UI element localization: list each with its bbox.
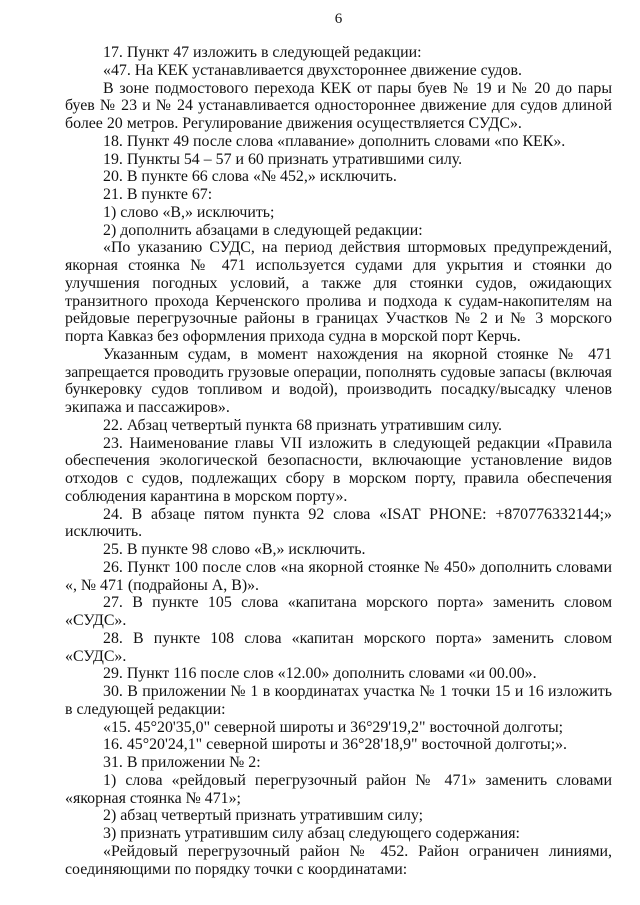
paragraph: 26. Пункт 100 после слов «на якорной стоянке № 450» дополнить словами «, № 471 (подрайоны А, В)».	[65, 558, 612, 594]
paragraph: 1) слово «В,» исключить;	[103, 203, 275, 221]
paragraph: «15. 45°20'35,0" северной широты и 36°29'19,2" восточной долготы;	[103, 718, 564, 736]
paragraph: «По указанию СУДС, на период действия штормовых предупреждений, якорная стоянка № 471 используется судами для укрытия и стоянки до улучшения погодных условий, а также для стоянки судов, ожидающих транзитного прохода Керченского пролива и подхода к судам-накопителям на рейдовые перегрузочные районы в границах Участков № 2 и № 3 морского порта Кавказ без оформления прихода судна в морской порт Керчь.	[65, 239, 612, 345]
paragraph: В зоне подмостового перехода КЕК от пары буев № 19 и № 20 до пары буев № 23 и № 24 устанавливается одностороннее движение для судов длиной более 20 метров. Регулирование движения осуществляется СУДС».	[65, 79, 612, 132]
paragraph: 20. В пункте 66 слова «№ 452,» исключить.	[103, 168, 397, 186]
paragraph: 17. Пункт 47 изложить в следующей редакции:	[103, 44, 422, 61]
paragraph: 1) слова «рейдовый перегрузочный район № 471» заменить словами «якорная стоянка № 471»;	[65, 771, 612, 807]
paragraph: «47. На КЕК устанавливается двухстороннее движение судов.	[103, 61, 522, 79]
page-number: 6	[334, 11, 343, 27]
paragraph: 19. Пункты 54 – 57 и 60 признать утратившими силу.	[103, 150, 463, 168]
paragraph: 18. Пункт 49 после слова «плавание» дополнить словами «по КЕК».	[103, 132, 566, 150]
paragraph: 2) дополнить абзацами в следующей редакции:	[103, 221, 423, 239]
paragraph: 22. Абзац четвертый пункта 68 признать утратившим силу.	[103, 416, 502, 434]
paragraph: 24. В абзаце пятом пункта 92 слова «ISAT PHONE: +870776332144;» исключить.	[65, 505, 612, 541]
paragraph: 29. Пункт 116 после слов «12.00» дополнить словами «и 00.00».	[103, 665, 537, 683]
paragraph: 23. Наименование главы VII изложить в следующей редакции «Правила обеспечения экологической безопасности, включающие установление видов отходов с судов, подлежащих сбору в морском порту, правила обеспечения соблюдения карантина в морском порту».	[65, 434, 612, 505]
paragraph: «Рейдовый перегрузочный район № 452. Район ограничен линиями, соединяющими по порядку точки с координатами:	[65, 842, 612, 878]
paragraph: 28. В пункте 108 слова «капитан морского порта» заменить словом «СУДС».	[65, 629, 612, 665]
paragraph: 27. В пункте 105 слова «капитана морского порта» заменить словом «СУДС».	[65, 594, 612, 629]
document-body	[65, 44, 612, 878]
paragraph: 25. В пункте 98 слово «В,» исключить.	[103, 541, 366, 558]
paragraph: 21. В пункте 67:	[103, 186, 213, 203]
paragraph: 16. 45°20'24,1" северной широты и 36°28'18,9" восточной долготы;».	[103, 736, 568, 754]
paragraph: 3) признать утратившим силу абзац следующего содержания:	[103, 825, 520, 842]
paragraph: Указанным судам, в момент нахождения на якорной стоянке № 471 запрещается проводить грузовые операции, пополнять судовые запасы (включая бункеровку судов топливом и водой), производить посадку/высадку членов экипажа и пассажиров».	[65, 345, 612, 416]
paragraph: 31. В приложении № 2:	[103, 754, 261, 771]
paragraph: 30. В приложении № 1 в координатах участка № 1 точки 15 и 16 изложить в следующей редакции:	[65, 683, 612, 718]
paragraph: 2) абзац четвертый признать утратившим силу;	[103, 807, 424, 825]
